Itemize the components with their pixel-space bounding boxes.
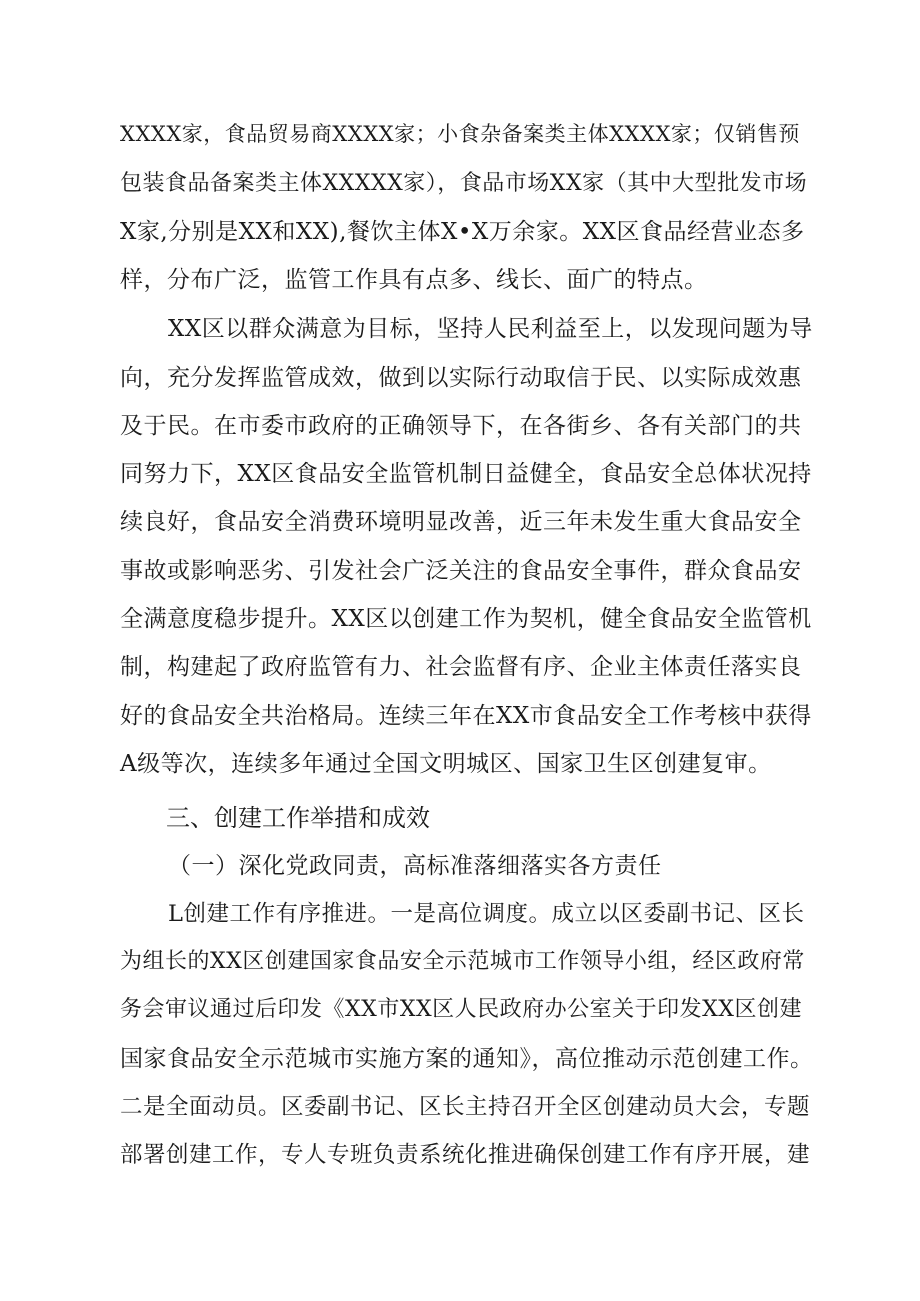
text-line: 及于民。在市委市政府的正确领导下，在各街乡、各有关部门的共 — [120, 413, 802, 439]
text-line: 样，分布广泛，监管工作具有点多、线长、面广的特点。 — [120, 267, 708, 293]
text-line: A级等次，连续多年通过全国文明城区、国家卫生区创建复审。 — [120, 751, 772, 777]
text-line: XX区以群众满意为目标，坚持人民利益至上，以发现问题为导 — [168, 316, 813, 342]
text-line: 全满意度稳步提升。XX区以创建工作为契机，健全食品安全监管机 — [120, 606, 812, 632]
text-line: 向，充分发挥监管成效，做到以实际行动取信于民、以实际成效惠 — [120, 365, 802, 391]
text-line: 续良好，食品安全消费环境明显改善，近三年未发生重大食品安全 — [120, 509, 802, 535]
text-line: 部署创建工作，专人专班负责系统化推进确保创建工作有序开展，建 — [120, 1142, 811, 1168]
section-heading: 三、创建工作举措和成效 — [166, 804, 430, 832]
subsection-heading: （一）深化党政同责，高标准落细落实各方责任 — [168, 853, 662, 879]
text-line: 为组长的XX区创建国家食品安全示范城市工作领导小组，经区政府常 — [120, 949, 805, 974]
text-line: 包装食品备案类主体XXXXX家），食品市场XX家（其中大型批发市场 — [120, 171, 808, 196]
text-line: 国家食品安全示范城市实施方案的通知》，高位推动示范创建工作。 — [120, 1046, 814, 1072]
text-line: 事故或影响恶劣、引发社会广泛关注的食品安全事件，群众食品安 — [120, 558, 802, 584]
text-line: 制，构建起了政府监管有力、社会监督有序、企业主体责任落实良 — [120, 654, 802, 680]
text-line: XXXX家，食品贸易商XXXX家；小食杂备案类主体XXXX家；仅销售预 — [120, 122, 800, 146]
text-line: 务会审议通过后印发《XX市XX区人民政府办公室关于印发XX区创建 — [120, 997, 802, 1022]
text-line: X家,分别是XX和XX),餐饮主体X•X万余家。XX区食品经营业态多 — [120, 219, 805, 245]
text-line: 二是全面动员。区委副书记、区长主持召开全区创建动员大会，专题 — [120, 1094, 811, 1120]
text-line: L创建工作有序推进。一是高位调度。成立以区委副书记、区长 — [168, 901, 805, 927]
text-line: 好的食品安全共治格局。连续三年在XX市食品安全工作考核中获得 — [120, 703, 812, 729]
text-line: 同努力下，XX区食品安全监管机制日益健全，食品安全总体状况持 — [120, 461, 812, 487]
